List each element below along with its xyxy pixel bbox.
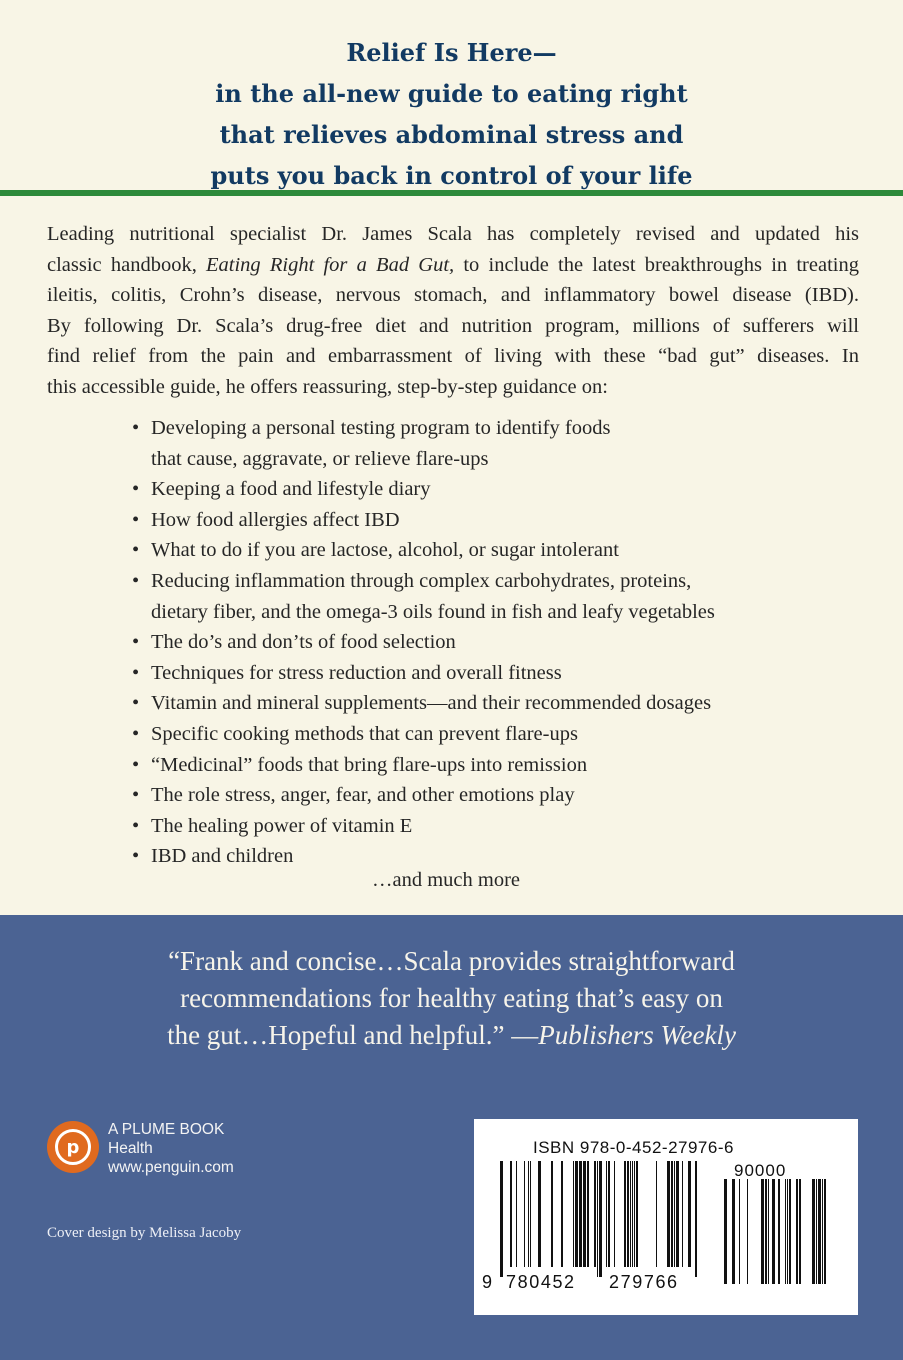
barcode-bar <box>695 1161 697 1277</box>
bullet-marker: • <box>132 845 140 868</box>
barcode-bar <box>674 1161 675 1267</box>
isbn-number: ISBN 978-0-452-27976-6 <box>533 1138 734 1157</box>
bullet-text: Keeping a food and lifestyle diary <box>151 478 431 501</box>
bullet-list <box>132 413 832 872</box>
barcode-bar <box>594 1161 596 1267</box>
ean-group-right: 279766 <box>609 1272 679 1292</box>
barcode-bar <box>778 1179 780 1284</box>
intro-text: to include the latest breakthroughs in treating <box>454 253 859 276</box>
barcode-bar <box>789 1179 791 1284</box>
intro-line <box>47 250 859 281</box>
bullet-marker: • <box>132 692 140 715</box>
bullet-marker: • <box>132 784 140 807</box>
bullet-text: The do’s and don’ts of food selection <box>151 631 456 654</box>
barcode-bar <box>799 1179 801 1284</box>
publisher-name: A PLUME BOOK <box>108 1121 225 1138</box>
barcode-bar <box>551 1161 553 1267</box>
bullet-item <box>132 413 832 474</box>
barcode-bar <box>606 1161 607 1267</box>
intro-line: ileitis, colitis, Crohn’s disease, nervous stomach, and inflammatory bowel disease (IBD). <box>47 284 859 307</box>
barcode-bar <box>632 1161 633 1267</box>
bullet-text: Specific cooking methods that can prevent flare-ups <box>151 722 578 745</box>
barcode-bar <box>583 1161 586 1267</box>
barcode-bar <box>516 1161 517 1267</box>
bullet-text: IBD and children <box>151 845 294 868</box>
barcode-bar <box>530 1161 531 1267</box>
bullet-text: The role stress, anger, fear, and other emotions play <box>151 784 575 807</box>
intro-line: find relief from the pain and embarrassment of living with these “bad gut” diseases. In <box>47 345 859 368</box>
intro-line: Leading nutritional specialist Dr. James Scala has completely revised and updated his <box>47 223 859 245</box>
barcode-bar <box>676 1161 679 1267</box>
barcode-bar <box>787 1179 788 1284</box>
review-quote <box>0 943 903 1054</box>
barcode-bar <box>510 1161 512 1267</box>
barcode-bar <box>614 1161 615 1267</box>
bullet-text: Techniques for stress reduction and overall fitness <box>151 661 562 684</box>
bullet-text: How food allergies affect IBD <box>151 508 400 531</box>
barcode-bar <box>739 1179 740 1284</box>
barcode-bar <box>630 1161 631 1267</box>
barcode-bar <box>816 1179 817 1284</box>
headline-line: that relieves abdominal stress and <box>219 120 684 149</box>
barcode-bar <box>796 1179 798 1284</box>
barcode-bar <box>636 1161 638 1267</box>
barcode-bar <box>524 1161 525 1267</box>
headline-line: in the all-new guide to eating right <box>215 79 688 108</box>
barcode-bar <box>772 1179 775 1284</box>
barcode-bar <box>624 1161 626 1267</box>
bullet-marker: • <box>132 661 140 684</box>
bullet-text: dietary fiber, and the omega-3 oils found in fish and leafy vegetables <box>151 600 715 623</box>
barcode-bar <box>724 1179 727 1284</box>
bullet-item <box>132 505 832 536</box>
green-divider <box>0 190 903 196</box>
price-code: 90000 <box>734 1161 787 1180</box>
bullet-marker: • <box>132 508 140 531</box>
barcode-bar <box>761 1179 764 1284</box>
bullet-marker: • <box>132 753 140 776</box>
barcode-bar <box>824 1179 826 1284</box>
bullet-item <box>132 627 832 658</box>
barcode-bar <box>579 1161 582 1267</box>
bullet-item <box>132 474 832 505</box>
bullet-item <box>132 750 832 781</box>
barcode-bar <box>682 1161 683 1267</box>
barcode-bar <box>634 1161 635 1267</box>
intro-line: this accessible guide, he offers reassuring, step-by-step guidance on: <box>47 375 608 398</box>
publisher-category: Health <box>108 1140 153 1157</box>
barcode-bar <box>608 1161 610 1267</box>
publisher-url: www.penguin.com <box>108 1159 234 1176</box>
book-title: Eating Right for a Bad Gut, <box>206 253 455 276</box>
bullet-text: Reducing inflammation through complex carbohydrates, proteins, <box>151 569 692 592</box>
barcode-bar <box>599 1161 602 1277</box>
bullet-item <box>132 688 832 719</box>
barcode-bar <box>561 1161 563 1267</box>
bullet-item <box>132 841 832 872</box>
headline-line: puts you back in control of your life <box>210 161 693 190</box>
ean-group-left: 780452 <box>506 1272 576 1292</box>
bullet-text: “Medicinal” foods that bring flare-ups into remission <box>151 753 588 776</box>
barcode-bar <box>765 1179 767 1284</box>
barcode-bar <box>587 1161 589 1267</box>
publisher-info <box>108 1120 234 1177</box>
and-much-more: …and much more <box>372 869 521 891</box>
headline-line: Relief Is Here— <box>346 38 557 67</box>
plume-logo-letter: p <box>55 1129 91 1165</box>
bullet-marker: • <box>132 539 140 562</box>
barcode-bar <box>671 1161 673 1267</box>
barcode-bar <box>688 1161 691 1267</box>
barcode-bar <box>667 1161 670 1267</box>
bullet-text: The healing power of vitamin E <box>151 814 413 837</box>
barcode-bar <box>785 1179 786 1284</box>
bullet-marker: • <box>132 814 140 837</box>
barcode-bar <box>538 1161 541 1267</box>
barcode-bar <box>500 1161 503 1277</box>
bullet-item <box>132 719 832 750</box>
barcode-bar <box>818 1179 821 1284</box>
bullet-marker: • <box>132 569 140 592</box>
ean-barcode-bars <box>500 1161 697 1277</box>
barcode-bar <box>768 1179 769 1284</box>
bullet-text: Vitamin and mineral supplements—and their recommended dosages <box>151 692 712 715</box>
barcode-bar <box>573 1161 574 1267</box>
quote-line <box>0 1017 903 1054</box>
quote-text: the gut…Hopeful and helpful.” — <box>167 1020 539 1050</box>
barcode-bar <box>812 1179 815 1284</box>
addon-barcode-bars <box>724 1179 826 1284</box>
bullet-marker: • <box>132 417 140 439</box>
bullet-item <box>132 658 832 689</box>
ean-lead-digit: 9 <box>482 1272 494 1292</box>
quote-source: Publishers Weekly <box>538 1020 736 1050</box>
bullet-item <box>132 811 832 842</box>
barcode-bar <box>528 1161 529 1267</box>
barcode-bar <box>822 1179 823 1284</box>
bullet-item <box>132 780 832 811</box>
bullet-text: that cause, aggravate, or relieve flare-ups <box>151 447 489 470</box>
bullet-text: Developing a personal testing program to identify foods <box>151 417 611 439</box>
barcode-bar <box>656 1161 657 1267</box>
bullet-marker: • <box>132 631 140 654</box>
bullet-text: What to do if you are lactose, alcohol, or sugar intolerant <box>151 539 619 562</box>
quote-line: “Frank and concise…Scala provides straightforward <box>168 946 735 976</box>
barcode-bar <box>597 1161 598 1277</box>
barcode-bar <box>575 1161 578 1267</box>
intro-text: classic handbook, <box>47 253 207 276</box>
intro-paragraph <box>47 219 859 403</box>
intro-line: By following Dr. Scala’s drug-free diet and nutrition program, millions of sufferers will <box>47 314 859 337</box>
barcode-bar <box>732 1179 735 1284</box>
plume-logo <box>47 1121 99 1173</box>
barcode-bar <box>747 1179 748 1284</box>
bullet-item <box>132 535 832 566</box>
cover-credit: Cover design by Melissa Jacoby <box>47 1225 242 1241</box>
headline <box>0 32 903 196</box>
barcode-bar <box>627 1161 629 1267</box>
quote-line: recommendations for healthy eating that’s easy on <box>180 983 723 1013</box>
bullet-marker: • <box>132 722 140 745</box>
bullet-marker: • <box>132 478 140 501</box>
bullet-item <box>132 566 832 627</box>
